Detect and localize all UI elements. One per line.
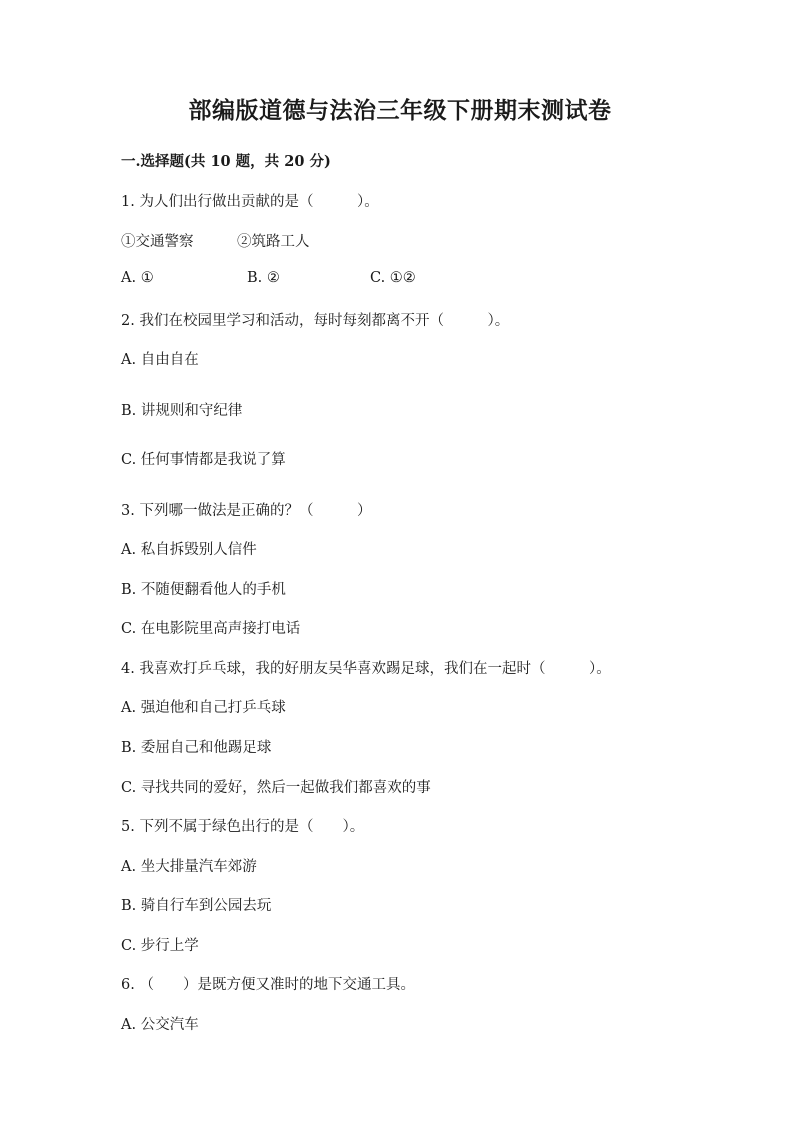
- question-3-stem: 3. 下列哪一做法是正确的？（ ）: [121, 503, 372, 519]
- question-1-sub-items: ①交通警察 ②筑路工人: [121, 234, 310, 250]
- question-1-option-a: A. ①: [121, 270, 154, 286]
- question-5-option-c: C. 步行上学: [121, 938, 199, 954]
- question-3-option-c: C. 在电影院里高声接打电话: [121, 621, 301, 637]
- page-title: 部编版道德与法治三年级下册期末测试卷: [188, 97, 612, 124]
- question-1-option-b: B. ②: [247, 270, 280, 286]
- question-6-stem: 6. （ ）是既方便又准时的地下交通工具。: [121, 977, 415, 993]
- question-2-option-c: C. 任何事情都是我说了算: [121, 452, 286, 468]
- question-3-option-a: A. 私自拆毁别人信件: [121, 542, 257, 558]
- question-4-option-a: A. 强迫他和自己打乒乓球: [121, 700, 286, 716]
- question-1-stem: 1. 为人们出行做出贡献的是（ ）。: [121, 194, 379, 210]
- question-5-stem: 5. 下列不属于绿色出行的是（ ）。: [121, 819, 365, 835]
- question-6-option-a: A. 公交汽车: [121, 1017, 199, 1033]
- question-5-option-b: B. 骑自行车到公园去玩: [121, 898, 272, 914]
- section-heading: 一.选择题(共 10 题，共 20 分): [121, 153, 331, 170]
- question-2-option-a: A. 自由自在: [121, 352, 199, 368]
- question-5-option-a: A. 坐大排量汽车郊游: [121, 859, 257, 875]
- question-4-option-c: C. 寻找共同的爱好，然后一起做我们都喜欢的事: [121, 780, 431, 796]
- question-4-stem: 4. 我喜欢打乒乓球，我的好朋友吴华喜欢踢足球，我们在一起时（ ）。: [121, 661, 611, 677]
- question-3-option-b: B. 不随便翻看他人的手机: [121, 582, 286, 598]
- question-1-option-c: C. ①②: [370, 270, 416, 286]
- question-4-option-b: B. 委屈自己和他踢足球: [121, 740, 272, 756]
- question-2-option-b: B. 讲规则和守纪律: [121, 403, 243, 419]
- question-2-stem: 2. 我们在校园里学习和活动，每时每刻都离不开（ ）。: [121, 313, 510, 329]
